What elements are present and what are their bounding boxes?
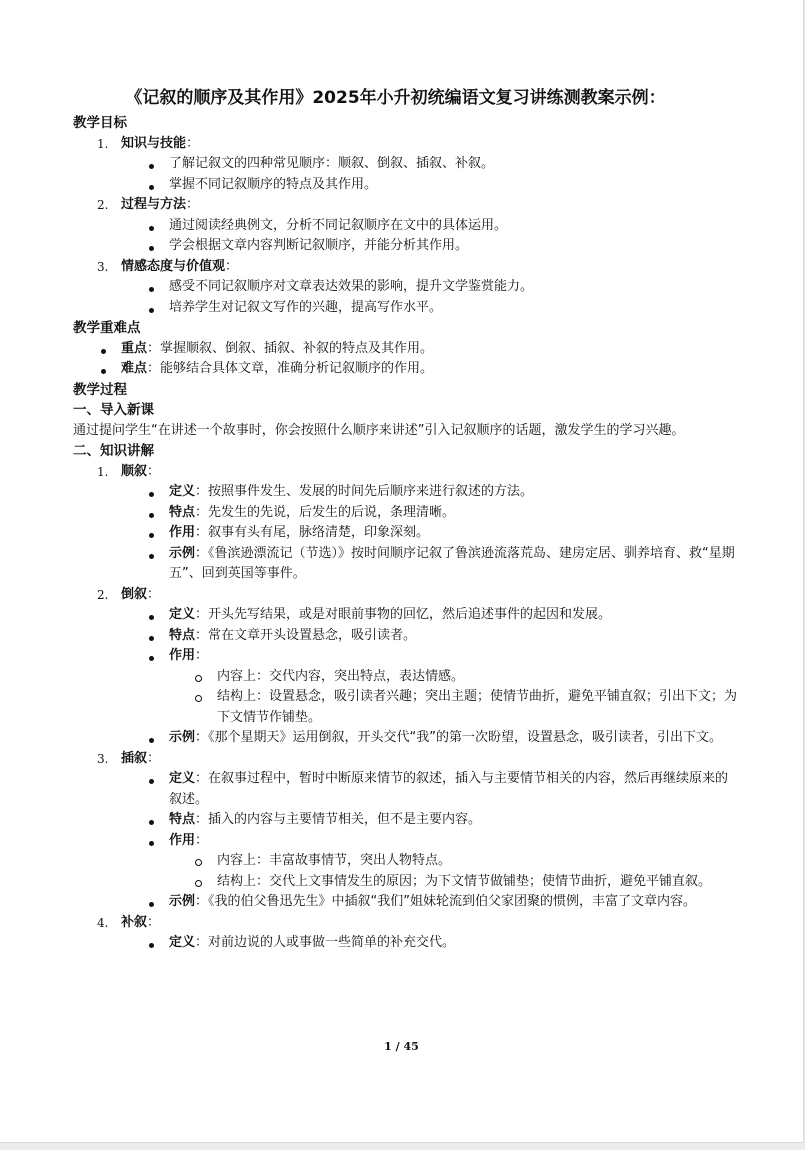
list-item: 示例：《鲁滨逊漂流记（节选）》按时间顺序记叙了鲁滨逊流落荒岛、建房定居、驯养培育、救“星期五”、回到英国等事件。 xyxy=(169,544,738,585)
item-label: 顺叙 xyxy=(121,463,148,479)
list-item: 了解记叙文的四种常见顺序：顺叙、倒叙、插叙、补叙。 xyxy=(169,154,738,175)
item-number: 1. xyxy=(97,136,109,151)
item-number: 2. xyxy=(97,198,109,212)
list-item: 特点：插入的内容与主要情节相关，但不是主要内容。 xyxy=(169,810,738,831)
knowledge-item: 1. 顺叙： xyxy=(73,462,738,483)
knowledge-item: 4. 补叙： xyxy=(73,913,738,934)
item-label: 过程与方法 xyxy=(121,197,187,212)
subsection-heading-intro: 一、导入新课 xyxy=(73,402,154,418)
item-label: 情感态度与价值观 xyxy=(121,258,226,274)
list-item: 结构上：设置悬念，吸引读者兴趣；突出主题；使情节曲折，避免平铺直叙；引出下文；为下文情节作铺垫。 xyxy=(217,687,738,728)
knowledge-item: 3. 插叙： xyxy=(73,749,738,770)
list-item: 示例：《那个星期天》运用倒叙，开头交代“我”的第一次盼望，设置悬念，吸引读者，引出下文。 xyxy=(169,728,738,749)
list-item: 示例：《我的伯父鲁迅先生》中插叙“我们”姐妹轮流到伯父家团聚的惯例，丰富了文章内容。 xyxy=(169,892,738,913)
section-heading-goals: 教学目标 xyxy=(73,115,127,131)
page-content xyxy=(73,86,738,954)
goal-item: 2. 过程与方法： xyxy=(73,195,738,216)
bullet-list xyxy=(73,933,738,954)
item-label: 倒叙 xyxy=(121,586,148,602)
paragraph: 通过提问学生“在讲述一个故事时，你会按照什么顺序来讲述”引入记叙顺序的话题，激发学生的学习兴趣。 xyxy=(73,422,685,438)
item-number: 4. xyxy=(97,915,109,930)
item-number: 1. xyxy=(97,464,109,479)
list-item: 特点：先发生的先说，后发生的后说，条理清晰。 xyxy=(169,503,738,524)
list-item: 作用：叙事有头有尾，脉络清楚，印象深刻。 xyxy=(169,523,738,544)
list-item: 结构上：交代上文事情发生的原因；为下文情节做铺垫；使情节曲折，避免平铺直叙。 xyxy=(217,872,738,893)
bullet-list xyxy=(73,154,738,195)
list-item: 难点：能够结合具体文章，准确分析记叙顺序的作用。 xyxy=(121,359,738,380)
item-label: 补叙 xyxy=(121,914,148,930)
list-item: 通过阅读经典例文，分析不同记叙顺序在文中的具体运用。 xyxy=(169,216,738,237)
page-title: 《记叙的顺序及其作用》2025年小升初统编语文复习讲练测教案示例： xyxy=(125,88,666,108)
page-number: 1 / 45 xyxy=(384,1040,419,1053)
item-number: 3. xyxy=(97,751,109,766)
list-item: 内容上：交代内容，突出特点，表达情感。 xyxy=(217,667,738,688)
list-item: 掌握不同记叙顺序的特点及其作用。 xyxy=(169,175,738,196)
list-item: 学会根据文章内容判断记叙顺序，并能分析其作用。 xyxy=(169,236,738,257)
list-item: 作用： 内容上：丰富故事情节，突出人物特点。 结构上：交代上文事情发生的原因；为下文情节做铺垫；使情节曲折，避免平铺直叙。 xyxy=(169,831,738,893)
list-item: 内容上：丰富故事情节，突出人物特点。 xyxy=(217,851,738,872)
list-item: 定义：开头先写结果，或是对眼前事物的回忆，然后追述事件的起因和发展。 xyxy=(169,605,738,626)
list-item: 重点：掌握顺叙、倒叙、插叙、补叙的特点及其作用。 xyxy=(121,339,738,360)
sub-bullet-list xyxy=(169,851,738,892)
bullet-list xyxy=(73,277,738,318)
list-item: 感受不同记叙顺序对文章表达效果的影响，提升文学鉴赏能力。 xyxy=(169,277,738,298)
list-item: 定义：对前边说的人或事做一些简单的补充交代。 xyxy=(169,933,738,954)
goal-item: 1. 知识与技能： xyxy=(73,134,738,155)
item-label: 知识与技能 xyxy=(121,135,187,151)
list-item: 特点：常在文章开头设置悬念，吸引读者。 xyxy=(169,626,738,647)
item-number: 2. xyxy=(97,587,109,602)
list-item: 作用： 内容上：交代内容，突出特点，表达情感。 结构上：设置悬念，吸引读者兴趣；突出主题；使情节曲折，避免平铺直叙；引出下文；为下文情节作铺垫。 xyxy=(169,646,738,728)
subsection-heading-explain: 二、知识讲解 xyxy=(73,443,154,459)
section-heading-process: 教学过程 xyxy=(73,381,127,398)
list-item: 培养学生对记叙文写作的兴趣，提高写作水平。 xyxy=(169,298,738,319)
item-number: 3. xyxy=(97,259,109,274)
sub-bullet-list xyxy=(169,667,738,729)
knowledge-item: 2. 倒叙： xyxy=(73,585,738,606)
item-label: 插叙 xyxy=(121,750,148,766)
bullet-list xyxy=(73,482,738,585)
list-item: 定义：按照事件发生、发展的时间先后顺序来进行叙述的方法。 xyxy=(169,482,738,503)
bullet-list xyxy=(73,769,738,913)
bullet-list xyxy=(73,605,738,749)
bullet-list xyxy=(73,339,738,380)
goal-item: 3. 情感态度与价值观： xyxy=(73,257,738,278)
section-heading-key-points: 教学重难点 xyxy=(73,320,141,336)
bullet-list xyxy=(73,216,738,257)
list-item: 定义：在叙事过程中，暂时中断原来情节的叙述，插入与主要情节相关的内容，然后再继续原来的叙述。 xyxy=(169,769,738,810)
